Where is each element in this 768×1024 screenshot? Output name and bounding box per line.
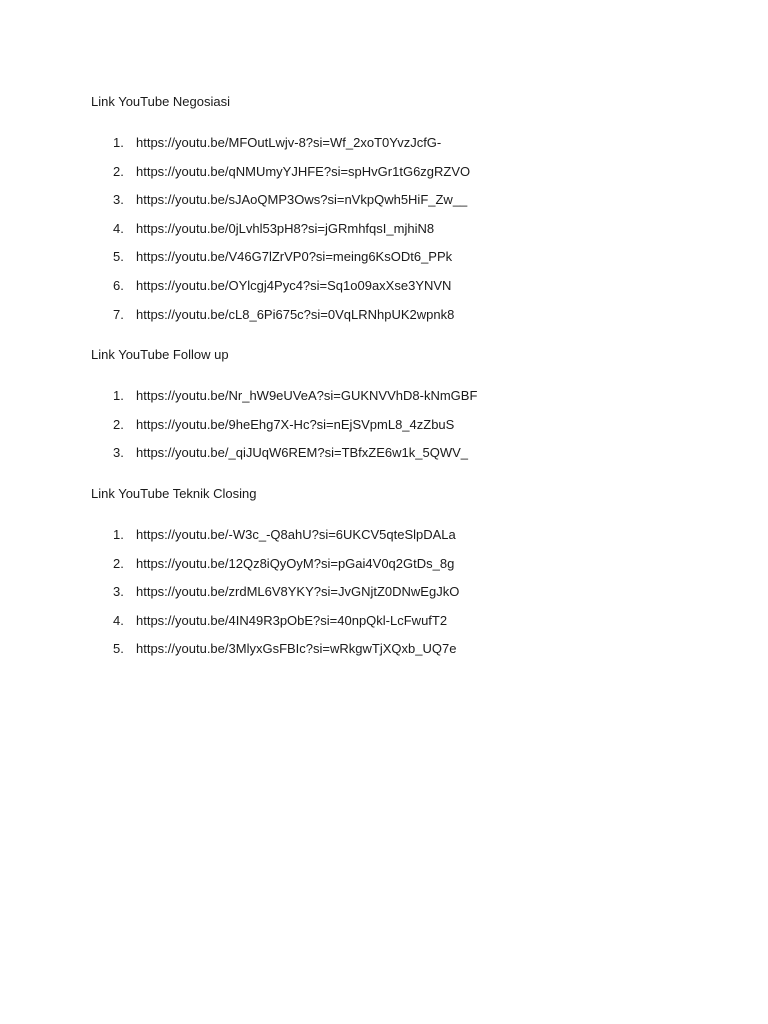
- list-item: [91, 527, 711, 556]
- list-number: 3.: [113, 584, 124, 600]
- youtube-link[interactable]: https://youtu.be/V46G7lZrVP0?si=meing6KsODt6_PPk: [136, 249, 453, 265]
- list-item: [91, 641, 711, 670]
- section-negosiasi: [91, 94, 711, 335]
- list-number: 3.: [113, 445, 124, 461]
- list-item: [91, 192, 711, 221]
- list-item: [91, 164, 711, 193]
- youtube-link[interactable]: https://youtu.be/0jLvhl53pH8?si=jGRmhfqsI_mjhiN8: [136, 220, 435, 236]
- youtube-link[interactable]: https://youtu.be/zrdML6V8YKY?si=JvGNjtZ0DNwEgJkO: [136, 584, 460, 600]
- link-list: [91, 135, 711, 335]
- youtube-link[interactable]: https://youtu.be/_qiJUqW6REM?si=TBfxZE6w1k_5QWV_: [136, 445, 468, 461]
- list-item: [91, 221, 711, 250]
- list-number: 5.: [113, 641, 124, 657]
- section-title: Link YouTube Follow up: [91, 347, 229, 362]
- list-item: [91, 556, 711, 585]
- list-item: [91, 135, 711, 164]
- list-number: 2.: [113, 163, 124, 179]
- list-number: 2.: [113, 416, 124, 432]
- link-list: [91, 527, 711, 670]
- list-number: 5.: [113, 249, 124, 265]
- list-item: [91, 249, 711, 278]
- list-number: 6.: [113, 277, 124, 293]
- list-item: [91, 584, 711, 613]
- list-item: [91, 613, 711, 642]
- youtube-link[interactable]: https://youtu.be/Nr_hW9eUVeA?si=GUKNVVhD8-kNmGBF: [136, 388, 478, 403]
- youtube-link[interactable]: https://youtu.be/9heEhg7X-Hc?si=nEjSVpmL8_4zZbuS: [136, 416, 455, 432]
- list-item: [91, 278, 711, 307]
- youtube-link[interactable]: https://youtu.be/4IN49R3pObE?si=40npQkl-LcFwufT2: [136, 612, 448, 628]
- list-number: 2.: [113, 555, 124, 571]
- youtube-link[interactable]: https://youtu.be/qNMUmyYJHFE?si=spHvGr1tG6zgRZVO: [136, 163, 471, 179]
- list-item: [91, 417, 711, 446]
- section-teknik-closing: [91, 486, 711, 670]
- list-item: [91, 388, 711, 417]
- list-number: 4.: [113, 220, 124, 236]
- youtube-link[interactable]: https://youtu.be/3MlyxGsFBIc?si=wRkgwTjXQxb_UQ7e: [136, 641, 457, 657]
- youtube-link[interactable]: https://youtu.be/sJAoQMP3Ows?si=nVkpQwh5HiF_Zw__: [136, 192, 468, 208]
- section-title: Link YouTube Negosiasi: [91, 94, 231, 109]
- section-follow-up: [91, 347, 711, 474]
- list-number: 1.: [113, 527, 124, 542]
- list-number: 1.: [113, 135, 124, 150]
- list-item: [91, 445, 711, 474]
- youtube-link[interactable]: https://youtu.be/OYlcgj4Pyc4?si=Sq1o09axXse3YNVN: [136, 277, 452, 293]
- list-number: 1.: [113, 388, 124, 403]
- list-number: 3.: [113, 192, 124, 208]
- youtube-link[interactable]: https://youtu.be/12Qz8iQyOyM?si=pGai4V0q2GtDs_8g: [136, 555, 455, 571]
- link-list: [91, 388, 711, 474]
- list-number: 7.: [113, 306, 124, 322]
- list-item: [91, 307, 711, 336]
- youtube-link[interactable]: https://youtu.be/MFOutLwjv-8?si=Wf_2xoT0YvzJcfG-: [136, 135, 442, 150]
- list-number: 4.: [113, 612, 124, 628]
- section-title: Link YouTube Teknik Closing: [91, 486, 257, 501]
- youtube-link[interactable]: https://youtu.be/cL8_6Pi675c?si=0VqLRNhpUK2wpnk8: [136, 306, 455, 322]
- youtube-link[interactable]: https://youtu.be/-W3c_-Q8ahU?si=6UKCV5qteSlpDALa: [136, 527, 456, 542]
